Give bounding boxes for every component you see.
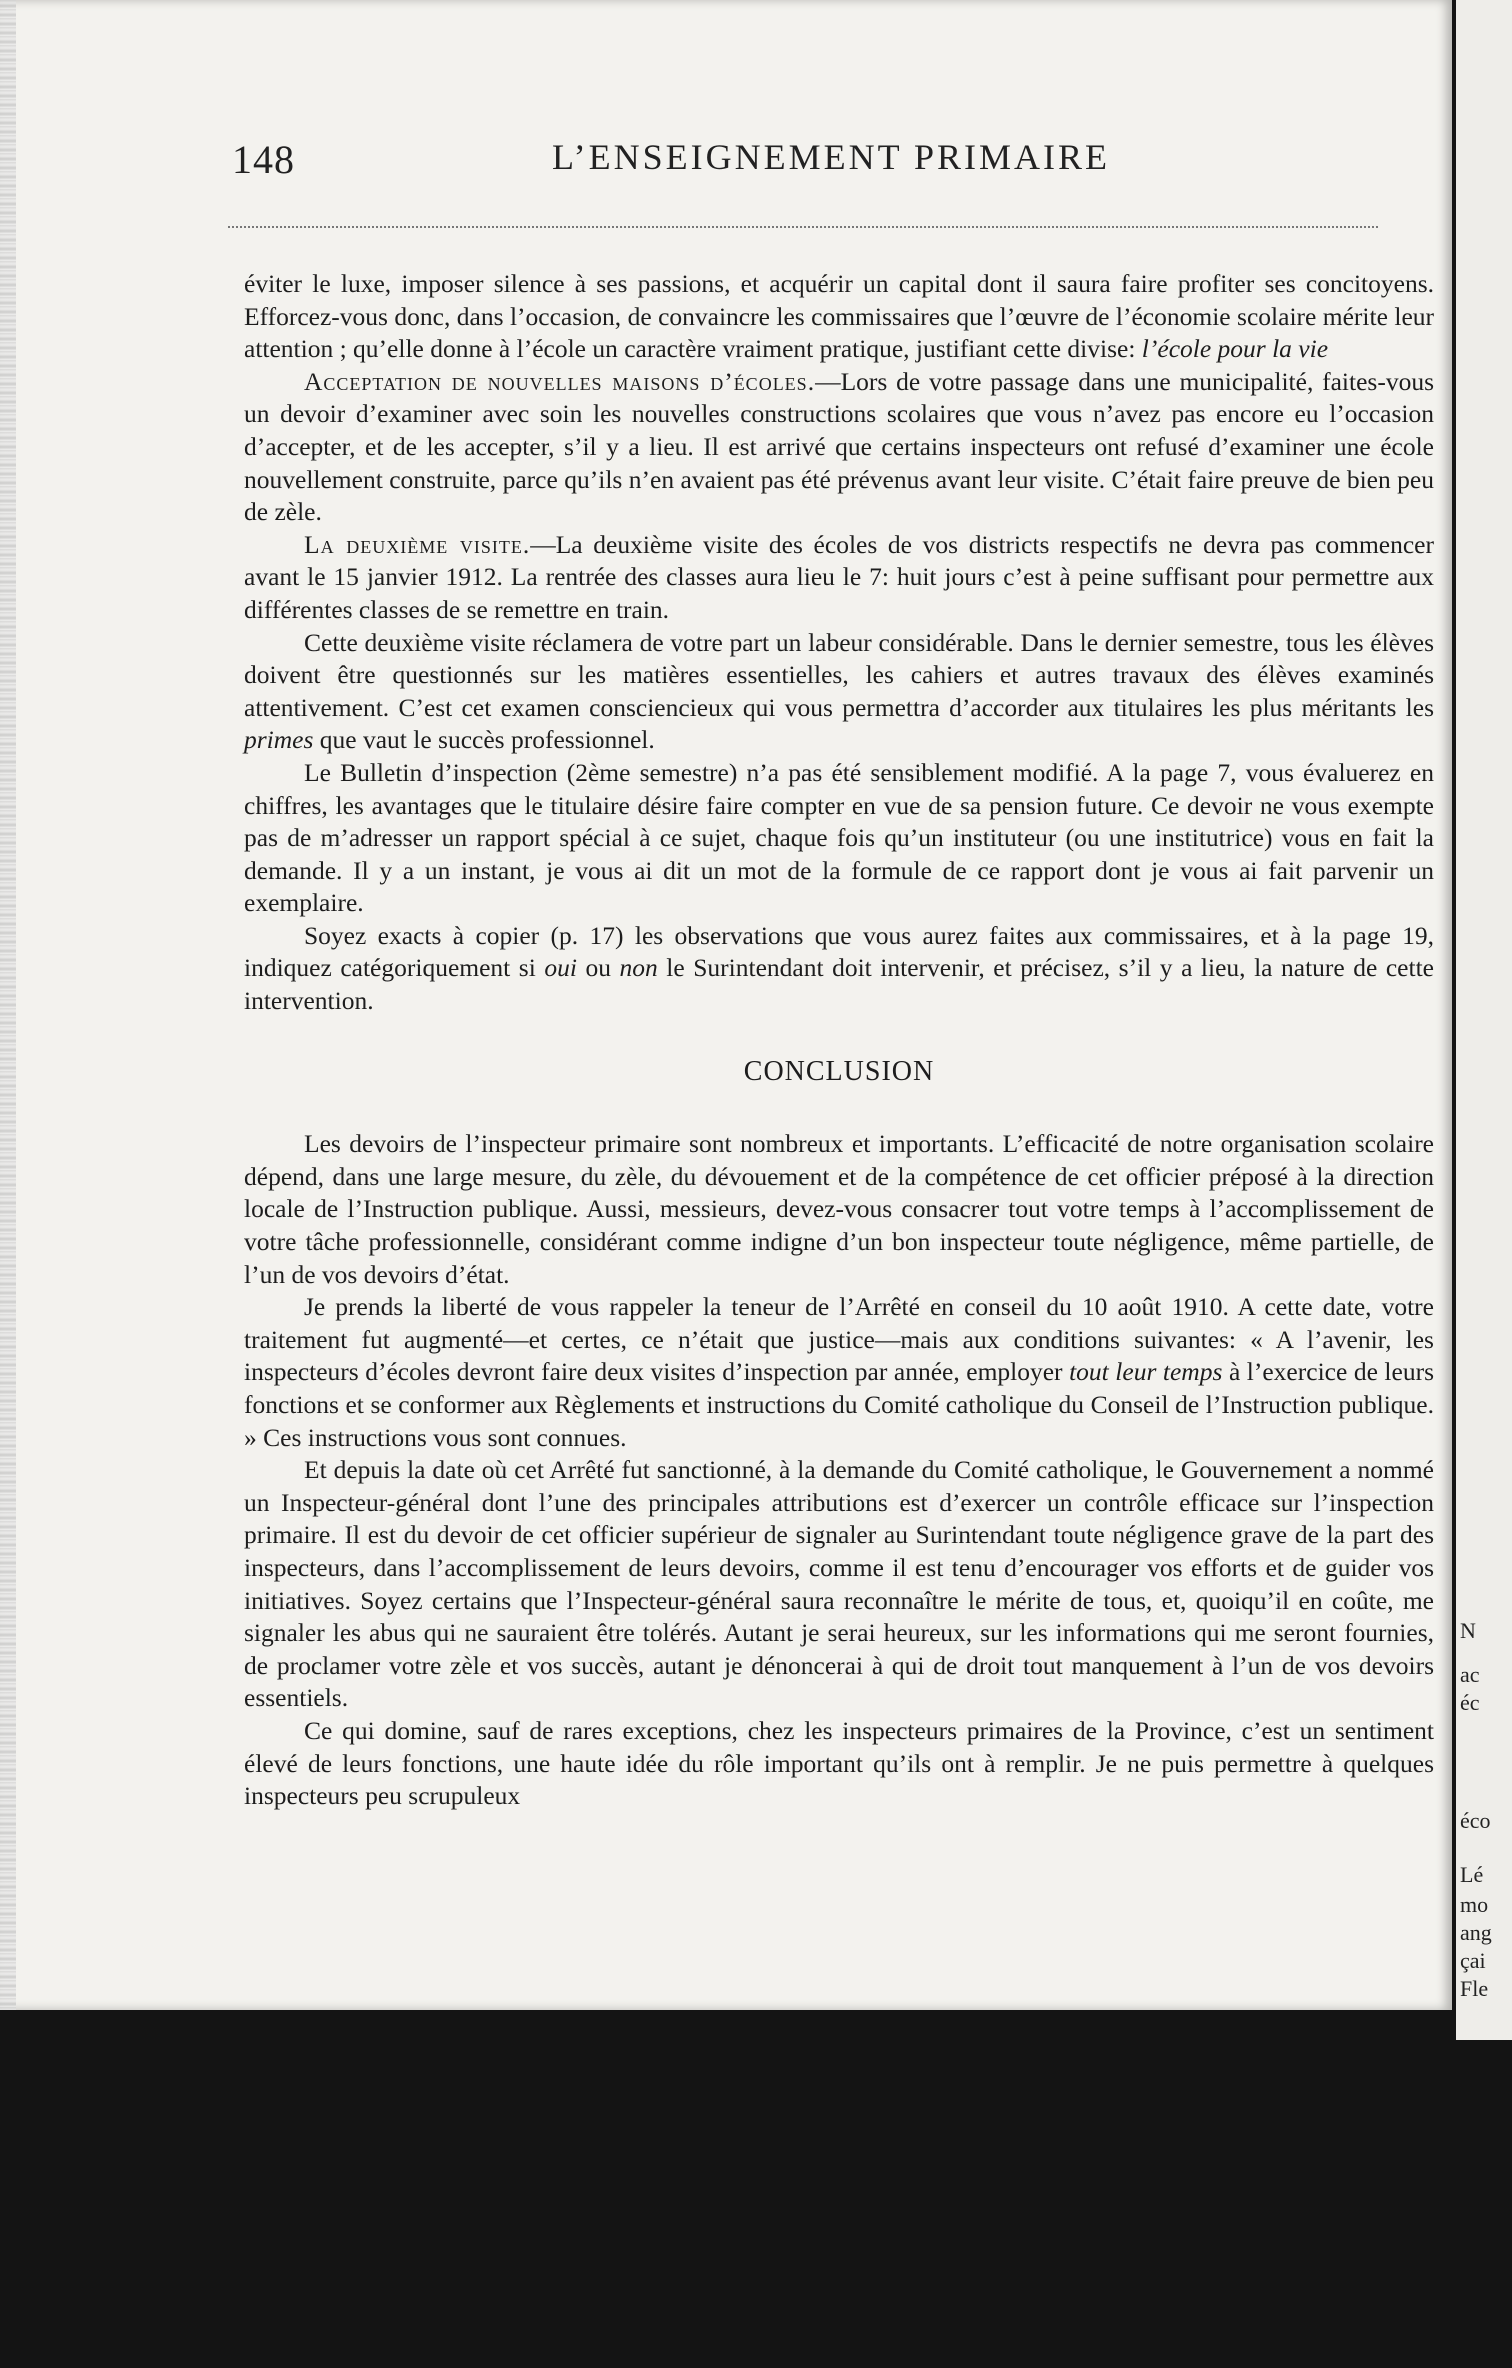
section-run-in-heading: La deuxième visite.	[304, 529, 531, 559]
adjacent-page-fragment: Fle	[1460, 1976, 1489, 2001]
page-number: 148	[232, 137, 295, 182]
adjacent-page-fragment: Lé	[1460, 1862, 1484, 1887]
adjacent-page-fragment: ac	[1460, 1662, 1480, 1687]
motto-text: l’école pour la vie	[1141, 334, 1329, 364]
paragraph	[244, 1291, 1434, 1454]
emphasis-text: non	[619, 953, 658, 983]
adjacent-page-fragment: ang	[1460, 1920, 1492, 1945]
paragraph	[244, 920, 1434, 1018]
paragraph-text: ou	[576, 953, 620, 983]
paragraph-text: que vaut le succès professionnel.	[313, 725, 655, 755]
paragraph-text: —Lors de votre passage dans une municipalité, faites-vous un devoir d’examiner avec soin les nouvelles constructions scolaires que vous n’avez pas encore eu l’occasion d’accepter, et de les accepter, s’il y a lieu. Il est arrivé que certains inspecteurs ont refusé d’examiner une école nouvellement construite, parce qu’ils n’en avaient pas été prévenus avant leur visite. C’était faire preuve de bien peu de zèle.	[244, 366, 1435, 527]
page-binding-edge	[0, 0, 16, 2010]
running-title: L’ENSEIGNEMENT PRIMAIRE	[552, 137, 1111, 177]
section-run-in-heading: Acceptation de nouvelles maisons d’écoles.	[304, 366, 816, 396]
paragraph-text: Je prends la liberté de vous rappeler la teneur de l’Arrêté en conseil du 10 août 1910. A cette date, votre traitement fut augmenté—et certes, ce n’était que justice—mais aux conditions suivantes: « A l’avenir, les inspecteurs d’écoles devront faire deux visites d’inspection par année, employer	[244, 1292, 1434, 1387]
conclusion-heading: CONCLUSION	[743, 1055, 935, 1087]
adjacent-page-fragment: éco	[1460, 1808, 1491, 1833]
adjacent-page-fragment: mo	[1460, 1892, 1489, 1917]
paragraph	[244, 366, 1434, 529]
adjacent-page-fragment: éc	[1460, 1690, 1480, 1715]
header-divider	[228, 226, 1378, 228]
page-header	[232, 136, 1132, 192]
body-text	[244, 268, 1434, 1813]
paragraph	[244, 529, 1434, 627]
emphasis-text: tout leur temps	[1069, 1357, 1223, 1387]
paragraph: Le Bulletin d’inspection (2ème semestre) n’a pas été sensiblement modifié. A la page 7, vous évaluerez en chiffres, les avantages que le titulaire désire faire compter en vue de sa pension future. Ce devoir ne vous exempte pas de m’adresser un rapport spécial à ce sujet, chaque fois qu’un instituteur (ou une institutrice) vous en fait la demande. Il y a un instant, je vous ai dit un mot de la formule de ce rapport dont je vous ai fait parvenir un exemplaire.	[244, 757, 1434, 918]
adjacent-page-fragment: çai	[1460, 1948, 1486, 1973]
paragraph	[244, 627, 1434, 757]
adjacent-page-fragment: N	[1460, 1618, 1476, 1643]
emphasis-text: primes	[244, 725, 314, 755]
paragraph: Les devoirs de l’inspecteur primaire sont nombreux et importants. L’efficacité de notre organisation scolaire dépend, dans une large mesure, du zèle, du dévouement et de la compétence de cet officier préposé à la direction locale de l’Instruction publique. Aussi, messieurs, devez-vous consacrer tout votre temps à l’accomplissement de votre tâche professionnelle, considérant comme indigne d’un bon inspecteur toute négligence, même partielle, de l’un de vos devoirs d’état.	[244, 1129, 1434, 1289]
paragraph-text: Soyez exacts à copier (p. 17) les observations que vous aurez faites aux commissaires, et à la page 19, indiquez catégoriquement si	[244, 920, 1434, 983]
paragraph-text: à l’exercice de leurs fonctions et se conformer aux Règlements et instructions du Comité catholique du Conseil de l’Instruction publique. » Ces instructions vous sont connues.	[244, 1357, 1434, 1452]
adjacent-page-edge	[1456, 0, 1512, 2040]
paragraph	[244, 268, 1434, 366]
paragraph-text: Cette deuxième visite réclamera de votre part un labeur considérable. Dans le dernier semestre, tous les élèves doivent être questionnés sur les matières essentielles, les cahiers et autres travaux des élèves examinés attentivement. C’est cet examen consciencieux qui vous permettra d’accorder aux titulaires les plus méritants les	[244, 627, 1434, 722]
emphasis-text: oui	[544, 953, 577, 983]
paragraph-text: le Surintendant doit intervenir, et précisez, s’il y a lieu, la nature de cette intervention.	[244, 953, 1434, 1016]
paragraph-text: —La deuxième visite des écoles de vos districts respectifs ne devra pas commencer avant le 15 janvier 1912. La rentrée des classes aura lieu le 7: huit jours c’est à peine suffisant pour permettre aux différentes classes de se remettre en train.	[244, 529, 1434, 624]
paragraph-text: éviter le luxe, imposer silence à ses passions, et acquérir un capital dont il saura faire profiter ses concitoyens. Efforcez-vous donc, dans l’occasion, de convaincre les commissaires que l’œuvre de l’économie scolaire mérite leur attention ; qu’elle donne à l’école un caractère vraiment pratique, justifiant cette divise:	[244, 269, 1434, 364]
paragraph: Et depuis la date où cet Arrêté fut sanctionné, à la demande du Comité catholique, le Gouvernement a nommé un Inspecteur-général dont l’une des principales attributions est d’exercer un contrôle efficace sur l’inspection primaire. Il est du devoir de cet officier supérieur de signaler au Surintendant toute négligence grave de la part des inspecteurs, dans l’accomplissement de leurs devoirs, comme il est tenu d’encourager vos efforts et de guider vos initiatives. Soyez certains que l’Inspecteur-général saura reconnaître le mérite de tous, et, quoiqu’il en coûte, me signaler les abus qui ne sauraient être tolérés. Autant je serai heureux, sur les informations qui me seront fournies, de proclamer votre zèle et vos succès, autant je dénoncerai à qui de droit tout manquement à l’un de vos devoirs essentiels.	[244, 1455, 1434, 1713]
paragraph: Ce qui domine, sauf de rares exceptions, chez les inspecteurs primaires de la Province, c’est un sentiment élevé de leurs fonctions, une haute idée du rôle important qu’ils ont à remplir. Je ne puis permettre à quelques inspecteurs peu scrupuleux	[244, 1715, 1434, 1811]
